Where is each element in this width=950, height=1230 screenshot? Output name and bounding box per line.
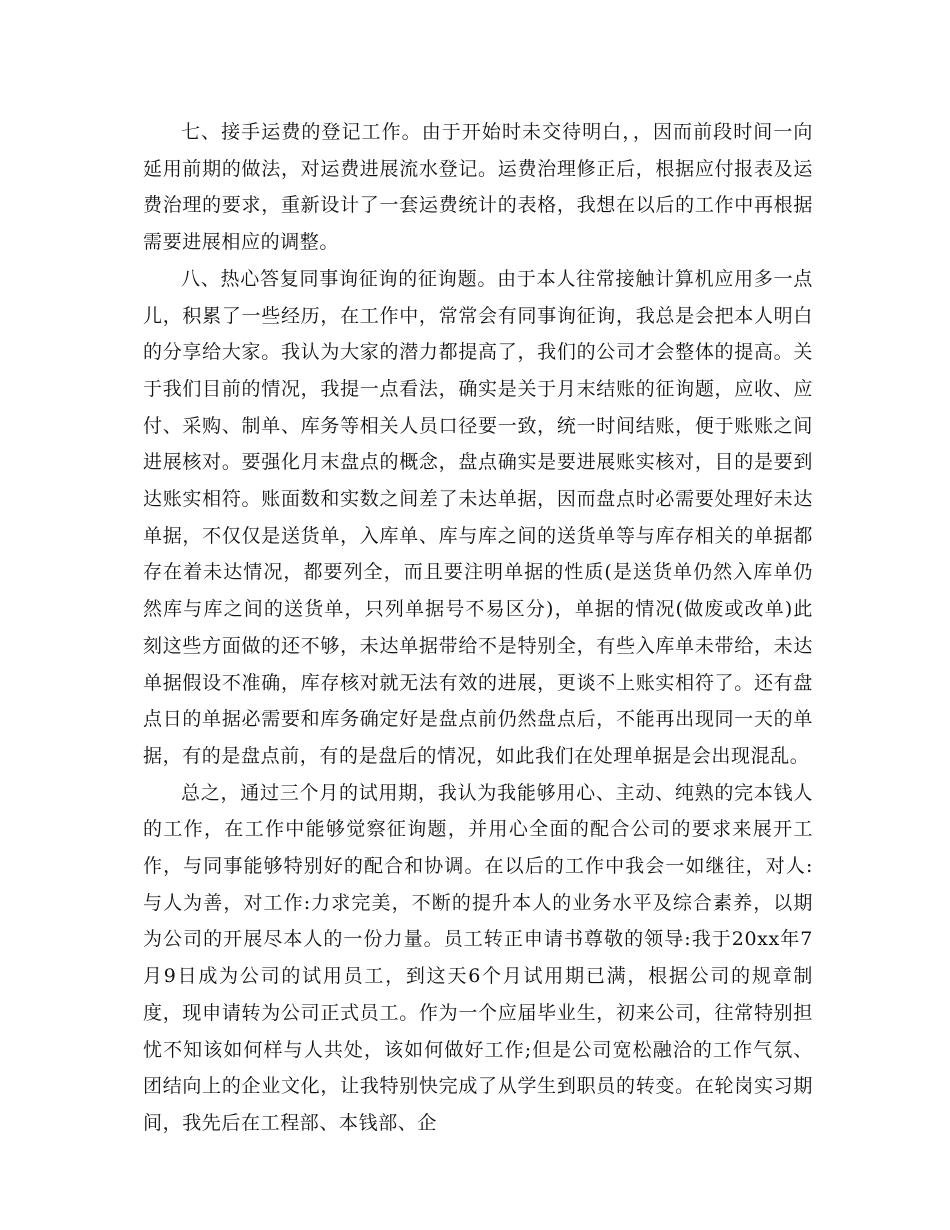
paragraph-seven: 七、接手运费的登记工作。由于开始时未交待明白，，因而前段时间一向延用前期的做法，对运费进展流水登记。运费治理修正后，根据应付报表及运费治理的要求，重新设计了一套运费统计的表格，我想在以后的工作中再根据需要进展相应的调整。 (143, 121, 813, 254)
document-body (143, 114, 813, 1142)
paragraph-summary: 总之，通过三个月的试用期，我认为我能够用心、主动、纯熟的完本钱人的工作，在工作中能够觉察征询题，并用心全面的配合公司的要求来展开工作，与同事能够特别好的配合和协调。在以后的工作中我会一如继往，对人:与人为善，对工作:力求完美，不断的提升本人的业务水平及综合素养，以期为公司的开展尽本人的一份力量。员工转正申请书尊敬的领导:我于20xx年7月9日成为公司的试用员工，到这天6个月试用期已满，根据公司的规章制度，现申请转为公司正式员工。作为一个应届毕业生，初来公司，往常特别担忧不知该如何样与人共处，该如何做好工作;但是公司宽松融洽的工作气氛、团结向上的企业文化，让我特别快完成了从学生到职员的转变。在轮岗实习期间，我先后在工程部、本钱部、企 (143, 781, 813, 1134)
paragraph-eight: 八、热心答复同事询征询的征询题。由于本人往常接触计算机应用多一点儿，积累了一些经历，在工作中，常常会有同事询征询，我总是会把本人明白的分享给大家。我认为大家的潜力都提高了，我们的公司才会整体的提高。关于我们目前的情况，我提一点看法，确实是关于月末结账的征询题，应收、应付、采购、制单、库务等相关人员口径要一致，统一时间结账，便于账账之间进展核对。要强化月末盘点的概念，盘点确实是要进展账实核对，目的是要到达账实相符。账面数和实数之间差了未达单据，因而盘点时必需要处理好未达单据，不仅仅是送货单，入库单、库与库之间的送货单等与库存相关的单据都存在着未达情况，都要列全，而且要注明单据的性质(是送货单仍然入库单仍然库与库之间的送货单，只列单据号不易区分)，单据的情况(做废或改单)此刻这些方面做的还不够，未达单据带给不是特别全，有些入库单未带给，未达单据假设不准确，库存核对就无法有效的进展，更谈不上账实相符了。还有盘点日的单据必需要和库务确定好是盘点前仍然盘点后，不能再出现同一天的单据，有的是盘点前，有的是盘后的情况，如此我们在处理单据是会出现混乱。 (143, 267, 813, 767)
